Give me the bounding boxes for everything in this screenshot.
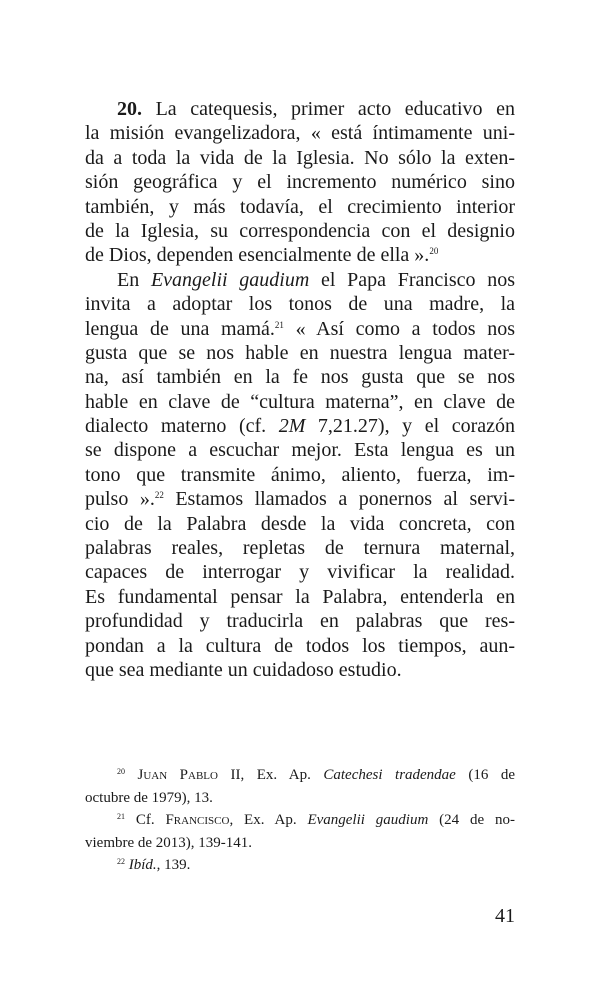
footnote-number: 21 — [117, 812, 125, 821]
text-line: lengua de una mamá.$^{21}$ « Así como a todos nos — [85, 317, 515, 340]
text-line: invita a adoptar los tonos de una madre, la — [85, 293, 515, 316]
paragraph-number: 20. — [117, 98, 142, 120]
text-line: da a toda la vida de la Iglesia. No sólo la exten- — [85, 146, 515, 169]
text-line: En Evangelii gaudium el Papa Francisco nos — [117, 268, 515, 291]
text-line: pondan a la cultura de todos los tiempos, aun- — [85, 634, 515, 657]
footnote-22: $^{22}$ Ibíd., 139. — [117, 857, 191, 873]
body-text — [85, 97, 515, 682]
author-name: Juan Pablo II — [137, 767, 241, 783]
text-line: dialecto materno (cf. 2M 7,21.27), y el corazón — [85, 415, 515, 438]
text-line: 20. La catequesis, primer acto educativo en — [117, 98, 515, 120]
text-line: tono que transmite ánimo, aliento, fuerza, im- — [85, 463, 515, 486]
text-line: Es fundamental pensar la Palabra, entenderla en — [85, 585, 515, 608]
footnote-20-cont: octubre de 1979), 13. — [85, 789, 213, 806]
author-name: Francisco — [165, 812, 230, 828]
text-line: pulso ».$^{22}$ Estamos llamados a ponernos al servi- — [85, 488, 515, 511]
text-line: gusta que se nos hable en nuestra lengua mater- — [85, 341, 515, 364]
text-line: palabras reales, repletas de ternura maternal, — [85, 537, 515, 560]
footnote-number: 20 — [117, 767, 125, 776]
text-line: sión geográfica y el incremento numérico sino — [85, 171, 515, 194]
footnote-ref-22[interactable]: 22 — [154, 490, 164, 501]
paragraph-evangelii — [85, 268, 515, 683]
text-line: hable en clave de “cultura materna”, en clave de — [85, 390, 515, 413]
paragraph-20 — [85, 97, 515, 268]
text-line: también, y más todavía, el crecimiento interior — [85, 195, 515, 218]
text-line: que sea mediante un cuidadoso estudio. — [85, 658, 402, 681]
text-line: de Dios, dependen esencialmente de ella ».$^{20}$ — [85, 244, 439, 267]
text-line: capaces de interrogar y vivificar la realidad. — [85, 561, 515, 584]
text-line: cio de la Palabra desde la vida concreta, con — [85, 512, 515, 535]
text-line: profundidad y traducirla en palabras que res- — [85, 610, 515, 633]
footnote-number: 22 — [117, 857, 125, 866]
book-title-italic: Evangelii gaudium — [150, 268, 310, 291]
text-line: na, así también en la fe nos gusta que se nos — [85, 366, 515, 389]
text-line: de la Iglesia, su correspondencia con el designio — [85, 219, 515, 242]
footnote-21: $^{21}$ Cf. Francisco, Ex. Ap. Evangelii gaudium (24 de no- — [117, 812, 516, 828]
bible-ref-italic: 2M — [278, 415, 306, 438]
page-number: 41 — [495, 905, 515, 927]
footnote-21-cont: viembre de 2013), 139-141. — [85, 834, 253, 851]
footnote-ref-21[interactable]: 21 — [274, 319, 284, 330]
text-line: la misión evangelizadora, « está íntimamente uni- — [85, 122, 515, 145]
footnote-20: $^{20}$ Juan Pablo II, Ex. Ap. Catechesi tradendae (16 de — [117, 767, 516, 783]
text-line: se dispone a escuchar mejor. Esta lengua es un — [85, 439, 515, 462]
footnotes — [85, 764, 515, 877]
footnote-ref-20[interactable]: 20 — [429, 246, 439, 257]
